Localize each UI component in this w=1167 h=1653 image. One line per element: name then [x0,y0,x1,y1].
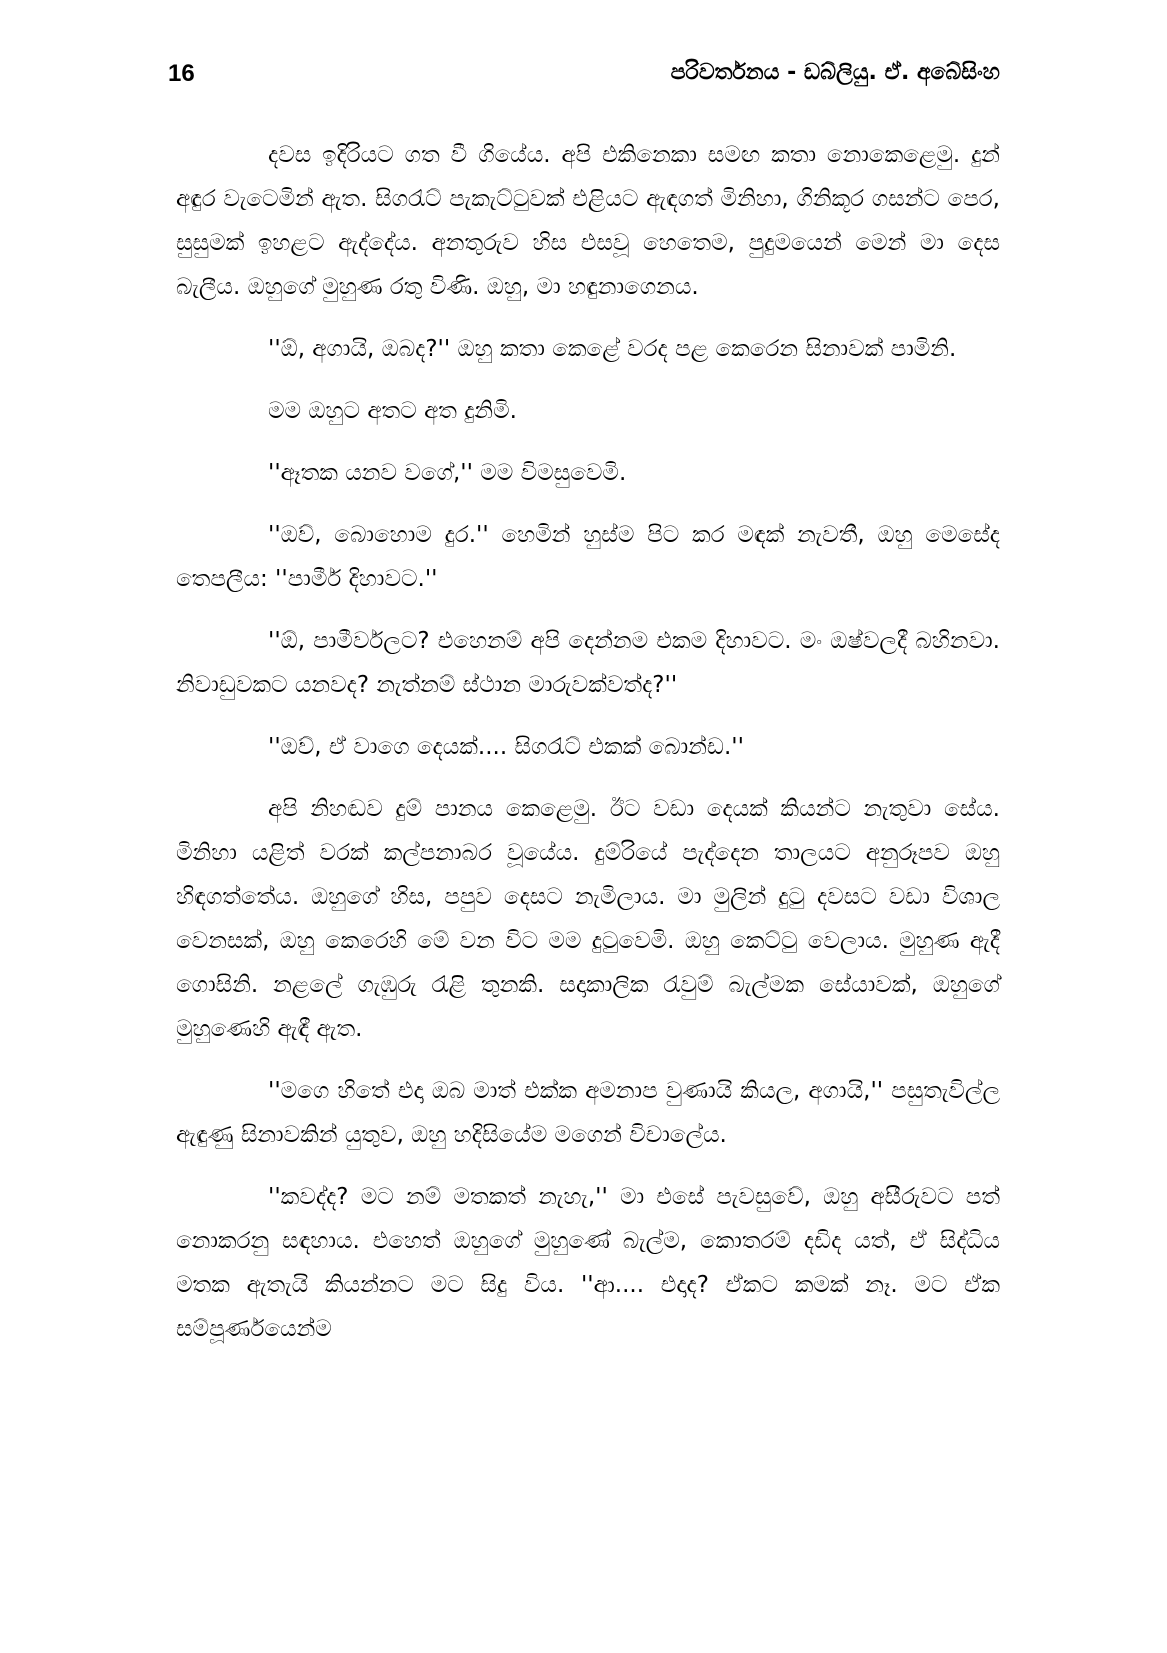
paragraph: අපි නිහඬව දුම් පානය කෙළෙමු. ඊට වඩා දෙයක් කියන්ට නැතුවා සේය. මිනිහා යළිත් වරක් කල්පනාබර වූයේය. දුම්රියේ පැද්දෙන තාලයට අනුරූපව ඔහු හිඳගත්තේය. ඔහුගේ හිස, පපුව දෙසට නැමිලාය. මා මුලින් දුටු දවසට වඩා විශාල වෙනසක්, ඔහු කෙරෙහි මේ වන විට මම දුටුවෙමි. ඔහු කෙට්ටු වෙලාය. මුහුණ ඇදී ගොසිනි. නළලේ ගැඹුරු රැළි තුනකි. සදාකාලික රැවුම් බැල්මක සේයාවක්, ඔහුගේ මුහුණෙහි ඇඳී ඇත. [176,796,1000,1042]
paragraph: දවස ඉදිරියට ගත වී ගියේය. අපි එකිනෙකා සමඟ කතා නොකෙළෙමු. දුන් අඳුර වැටෙමින් ඇත. සිගරැට් පැකැට්ටුවක් එළියට ඇඳගත් මිනිහා, ගිනිකූර ගසන්ට පෙර, සුසුමක් ඉහළට ඇද්දේය. අනතුරුව හිස එසවූ හෙතෙම, පුදුමයෙන් මෙන් මා දෙස බැලීය. ඔහුගේ මුහුණ රතු විණි. ඔහු, මා හඳුනාගෙනය. [176,142,1000,300]
page-header [168,60,1000,100]
body-text [176,133,1000,1369]
paragraph: ''ඕ, අගායි, ඔබද?'' ඔහු කතා කෙළේ වරද පළ කෙරෙන සිනාවක් පාමිනි. [268,336,957,362]
running-title: පරිවර්තනය - ඩබ්ලියු. ඒ. අබේසිංහ [670,60,1000,85]
paragraph: ''මගෙ හිතේ එදා ඔබ මාත් එක්ක අමනාප වුණායි කියල, අගායි,'' පසුතැවිල්ල ඇඳුණු සිනාවකින් යුතුව, ඔහු හදිසියේම මගෙන් විචාලේය. [176,1078,1000,1148]
paragraph: ''ඔව්, ඒ වාගෙ දෙයක්.... සිගරැට් එකක් බොන්ඩ.'' [268,734,744,760]
paragraph: ''ඔව්, බොහොම දුර.'' හෙමින් හුස්ම පිට කර මඳක් නැවතී, ඔහු මෙසේද තෙපලීය: ''පාමීර් දිහාවට.'' [176,522,1000,592]
page-number: 16 [168,60,195,87]
paragraph: ''කවද්ද? මට නම් මතකත් නැහැ,'' මා එසේ පැවසුවේ, ඔහු අසීරුවට පත් නොකරනු සඳහාය. එහෙත් ඔහුගේ මුහුණේ බැල්ම, කොතරම් දඩිද යත්, ඒ සිද්ධිය මතක ඇතැයි කියන්නට මට සිදු විය. ''ආ.... එදාද? ඒකට කමක් නෑ. මට ඒක සම්පූර්ණයෙන්ම [176,1184,1000,1342]
paragraph: ''ඕ, පාමීර්වලට? එහෙනම් අපි දෙන්නම එකම දිහාවට. මං ඔෂ්වලදී බහිනවා. නිවාඩුවකට යනවද? නැත්නම් ස්ථාන මාරුවක්වත්ද?'' [176,628,1000,698]
paragraph: ''ඈතක යනව වගේ,'' මම විමසුවෙමි. [268,460,627,486]
paragraph: මම ඔහුට අතට අත දුනිමි. [268,398,517,424]
